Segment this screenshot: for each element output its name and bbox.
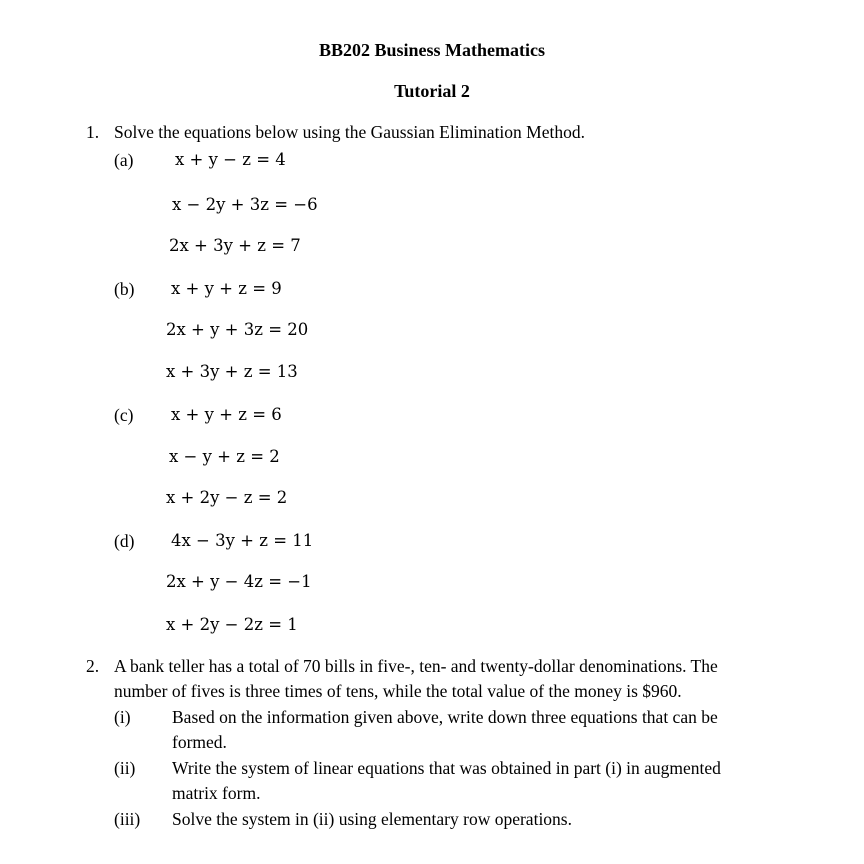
q2-part-ii-line2: matrix form. (172, 783, 261, 803)
q1-part-a-label: (a) (114, 150, 134, 170)
q1-part-d-eq3: x + 2y − 2z = 1 (166, 615, 298, 634)
q1-part-d-label: (d) (114, 531, 135, 551)
q1-part-c-eq2: x − y + z = 2 (169, 447, 280, 466)
q2-part-i-line2: formed. (172, 732, 227, 752)
document-title: BB202 Business Mathematics (318, 40, 545, 60)
q2-part-iii-line1: Solve the system in (ii) using elementary row operations. (172, 809, 572, 829)
q1-part-a-eq1: x + y − z = 4 (175, 150, 286, 169)
q2-part-ii-label: (ii) (114, 758, 136, 778)
q1-part-c-eq3: x + 2y − z = 2 (166, 488, 288, 507)
q1-part-c-label: (c) (114, 405, 134, 425)
q1-part-c-eq1: x + y + z = 6 (171, 405, 282, 424)
q1-part-b-eq3: x + 3y + z = 13 (166, 362, 298, 381)
q2-part-iii-label: (iii) (114, 809, 141, 829)
document-subtitle: Tutorial 2 (394, 81, 470, 101)
q1-part-b-eq2: 2x + y + 3z = 20 (166, 320, 309, 339)
q2-part-ii-line1: Write the system of linear equations that was obtained in part (i) in augmented (172, 758, 721, 778)
q1-text: Solve the equations below using the Gaussian Elimination Method. (114, 122, 585, 142)
q1-part-a-eq2: x − 2y + 3z = −6 (172, 195, 318, 214)
q2-text-line2: number of fives is three times of tens, while the total value of the money is $960. (114, 681, 682, 701)
q1-part-d-eq1: 4x − 3y + z = 11 (171, 531, 314, 550)
q1-part-b-eq1: x + y + z = 9 (171, 279, 282, 298)
q2-text-line1: A bank teller has a total of 70 bills in five-, ten- and twenty-dollar denominations. The (114, 656, 718, 676)
q1-part-d-eq2: 2x + y − 4z = −1 (166, 572, 312, 591)
q1-part-b-label: (b) (114, 279, 135, 299)
q1-number: 1. (86, 122, 100, 142)
q1-part-a-eq3: 2x + 3y + z = 7 (169, 236, 301, 255)
q2-number: 2. (86, 656, 100, 676)
q2-part-i-label: (i) (114, 707, 131, 727)
q2-part-i-line1: Based on the information given above, write down three equations that can be (172, 707, 718, 727)
